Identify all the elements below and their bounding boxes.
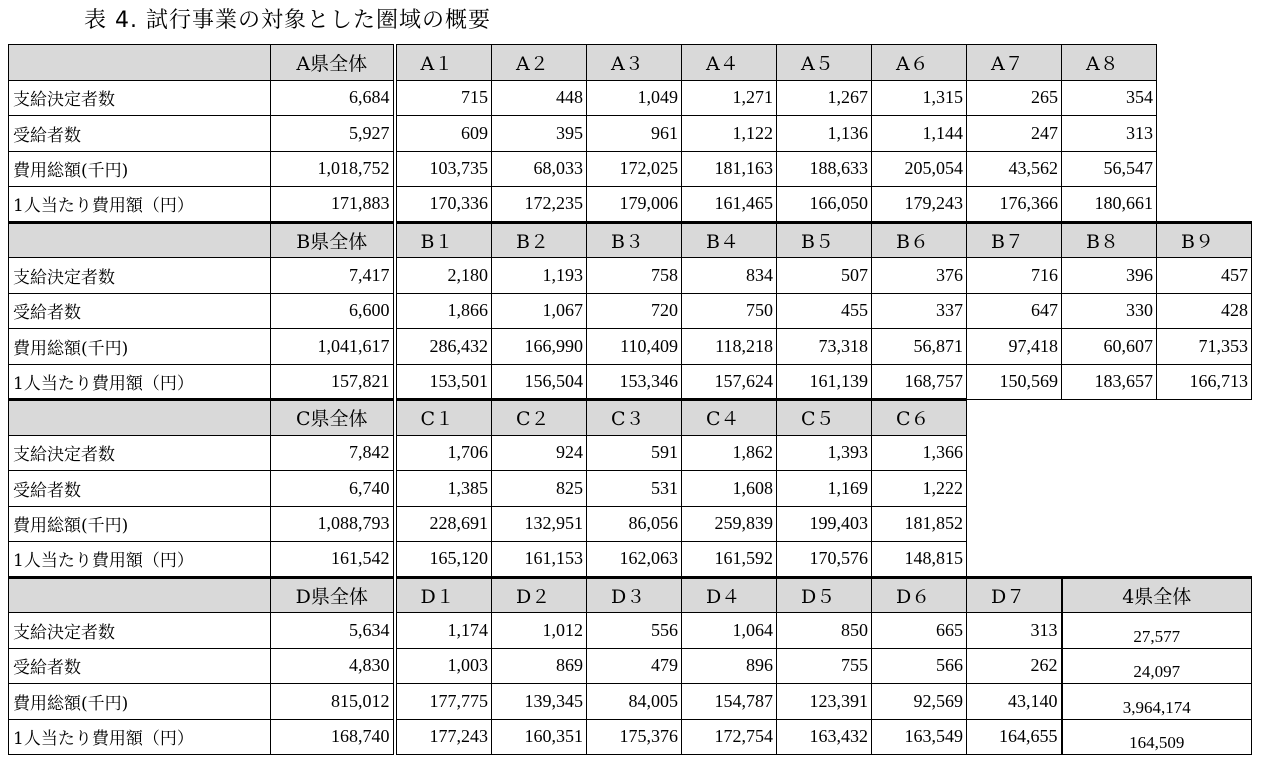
area-value-cell: 376 xyxy=(872,258,967,294)
grand-total-cell: 24,097 xyxy=(1062,648,1252,684)
area-value-cell: 395 xyxy=(492,116,587,152)
empty-cell xyxy=(967,435,1062,471)
table-row xyxy=(9,329,1252,365)
prefecture-total-header: C県全体 xyxy=(271,400,395,436)
area-value-cell: 1,608 xyxy=(682,471,777,507)
area-header-a5: A５ xyxy=(777,45,872,81)
area-value-cell: 1,706 xyxy=(395,435,492,471)
prefecture-total-cell: 157,821 xyxy=(271,364,395,400)
region-summary-table xyxy=(8,44,1252,755)
area-header-d6: D６ xyxy=(872,577,967,613)
area-value-cell: 896 xyxy=(682,648,777,684)
area-value-cell: 161,465 xyxy=(682,187,777,223)
area-value-cell: 2,180 xyxy=(395,258,492,294)
prefecture-total-cell: 4,830 xyxy=(271,648,395,684)
table-row xyxy=(9,613,1252,649)
area-value-cell: 176,366 xyxy=(967,187,1062,223)
area-value-cell: 43,562 xyxy=(967,151,1062,187)
area-value-cell: 716 xyxy=(967,258,1062,294)
table-row xyxy=(9,435,1252,471)
block-header-row xyxy=(9,577,1252,613)
table-row xyxy=(9,471,1252,507)
prefecture-total-cell: 1,041,617 xyxy=(271,329,395,365)
area-value-cell: 205,054 xyxy=(872,151,967,187)
area-value-cell: 157,624 xyxy=(682,364,777,400)
empty-cell xyxy=(967,471,1062,507)
row-label-header xyxy=(9,222,271,258)
area-value-cell: 172,025 xyxy=(587,151,682,187)
prefecture-total-cell: 5,927 xyxy=(271,116,395,152)
empty-cell xyxy=(1157,506,1252,542)
area-header-c6: C６ xyxy=(872,400,967,436)
area-header-a2: A２ xyxy=(492,45,587,81)
area-value-cell: 161,592 xyxy=(682,542,777,578)
area-value-cell: 183,657 xyxy=(1062,364,1157,400)
area-header-a8: A８ xyxy=(1062,45,1157,81)
area-value-cell: 448 xyxy=(492,80,587,116)
area-value-cell: 166,713 xyxy=(1157,364,1252,400)
grand-total-cell: 3,964,174 xyxy=(1062,684,1252,720)
row-label: 費用総額(千円) xyxy=(9,684,271,720)
area-value-cell: 313 xyxy=(1062,116,1157,152)
prefecture-total-cell: 6,740 xyxy=(271,471,395,507)
area-header-b9: B９ xyxy=(1157,222,1252,258)
area-header-d7: D７ xyxy=(967,577,1062,613)
area-value-cell: 566 xyxy=(872,648,967,684)
area-value-cell: 68,033 xyxy=(492,151,587,187)
empty-cell xyxy=(1157,45,1252,81)
empty-cell xyxy=(1157,435,1252,471)
area-value-cell: 172,235 xyxy=(492,187,587,223)
area-value-cell: 1,136 xyxy=(777,116,872,152)
area-value-cell: 479 xyxy=(587,648,682,684)
area-value-cell: 313 xyxy=(967,613,1062,649)
area-value-cell: 56,871 xyxy=(872,329,967,365)
table-row xyxy=(9,258,1252,294)
area-value-cell: 1,049 xyxy=(587,80,682,116)
area-value-cell: 715 xyxy=(395,80,492,116)
table-title: 表 4. 試行事業の対象とした圏域の概要 xyxy=(84,8,491,33)
empty-cell xyxy=(1157,151,1252,187)
area-header-c5: C５ xyxy=(777,400,872,436)
block-header-row xyxy=(9,45,1252,81)
empty-cell xyxy=(1062,471,1157,507)
area-value-cell: 665 xyxy=(872,613,967,649)
row-label: 受給者数 xyxy=(9,116,271,152)
area-value-cell: 170,336 xyxy=(395,187,492,223)
row-label-header xyxy=(9,45,271,81)
prefecture-total-cell: 7,417 xyxy=(271,258,395,294)
area-value-cell: 834 xyxy=(682,258,777,294)
area-value-cell: 1,122 xyxy=(682,116,777,152)
area-value-cell: 188,633 xyxy=(777,151,872,187)
area-header-b2: B２ xyxy=(492,222,587,258)
area-value-cell: 181,163 xyxy=(682,151,777,187)
area-header-c2: C２ xyxy=(492,400,587,436)
area-header-a6: A６ xyxy=(872,45,967,81)
area-header-c4: C４ xyxy=(682,400,777,436)
row-label: 費用総額(千円) xyxy=(9,151,271,187)
area-value-cell: 647 xyxy=(967,293,1062,329)
area-value-cell: 154,787 xyxy=(682,684,777,720)
prefecture-total-cell: 7,842 xyxy=(271,435,395,471)
prefecture-total-header: D県全体 xyxy=(271,577,395,613)
area-value-cell: 924 xyxy=(492,435,587,471)
prefecture-total-cell: 1,018,752 xyxy=(271,151,395,187)
area-value-cell: 755 xyxy=(777,648,872,684)
row-label: 受給者数 xyxy=(9,471,271,507)
area-value-cell: 531 xyxy=(587,471,682,507)
prefecture-total-cell: 171,883 xyxy=(271,187,395,223)
area-value-cell: 825 xyxy=(492,471,587,507)
table-row xyxy=(9,719,1252,755)
table-row xyxy=(9,648,1252,684)
row-label-header xyxy=(9,400,271,436)
table-row xyxy=(9,116,1252,152)
area-header-a7: A７ xyxy=(967,45,1062,81)
area-value-cell: 262 xyxy=(967,648,1062,684)
area-value-cell: 1,064 xyxy=(682,613,777,649)
area-value-cell: 43,140 xyxy=(967,684,1062,720)
area-value-cell: 1,385 xyxy=(395,471,492,507)
area-value-cell: 175,376 xyxy=(587,719,682,755)
area-value-cell: 1,267 xyxy=(777,80,872,116)
area-value-cell: 132,951 xyxy=(492,506,587,542)
area-value-cell: 156,504 xyxy=(492,364,587,400)
prefecture-total-cell: 161,542 xyxy=(271,542,395,578)
prefecture-total-cell: 168,740 xyxy=(271,719,395,755)
area-value-cell: 1,067 xyxy=(492,293,587,329)
area-header-b8: B８ xyxy=(1062,222,1157,258)
area-value-cell: 84,005 xyxy=(587,684,682,720)
area-value-cell: 150,569 xyxy=(967,364,1062,400)
empty-cell xyxy=(1157,542,1252,578)
area-value-cell: 118,218 xyxy=(682,329,777,365)
row-label: 1人当たり費用額（円） xyxy=(9,542,271,578)
area-value-cell: 170,576 xyxy=(777,542,872,578)
area-value-cell: 199,403 xyxy=(777,506,872,542)
area-value-cell: 1,862 xyxy=(682,435,777,471)
area-value-cell: 139,345 xyxy=(492,684,587,720)
grand-total-cell: 27,577 xyxy=(1062,613,1252,649)
table-row xyxy=(9,542,1252,578)
area-value-cell: 60,607 xyxy=(1062,329,1157,365)
area-value-cell: 172,754 xyxy=(682,719,777,755)
row-label: 支給決定者数 xyxy=(9,258,271,294)
area-value-cell: 247 xyxy=(967,116,1062,152)
area-value-cell: 163,549 xyxy=(872,719,967,755)
area-value-cell: 92,569 xyxy=(872,684,967,720)
row-label: 支給決定者数 xyxy=(9,613,271,649)
row-label: 支給決定者数 xyxy=(9,80,271,116)
prefecture-total-header: B県全体 xyxy=(271,222,395,258)
area-value-cell: 1,315 xyxy=(872,80,967,116)
empty-cell xyxy=(1062,435,1157,471)
area-value-cell: 259,839 xyxy=(682,506,777,542)
prefecture-total-cell: 5,634 xyxy=(271,613,395,649)
table-row xyxy=(9,187,1252,223)
area-value-cell: 163,432 xyxy=(777,719,872,755)
prefecture-total-cell: 6,600 xyxy=(271,293,395,329)
prefecture-total-cell: 815,012 xyxy=(271,684,395,720)
area-header-d4: D４ xyxy=(682,577,777,613)
area-value-cell: 168,757 xyxy=(872,364,967,400)
empty-cell xyxy=(1062,542,1157,578)
area-value-cell: 153,501 xyxy=(395,364,492,400)
empty-cell xyxy=(967,506,1062,542)
area-value-cell: 1,003 xyxy=(395,648,492,684)
area-value-cell: 179,006 xyxy=(587,187,682,223)
area-value-cell: 181,852 xyxy=(872,506,967,542)
area-value-cell: 869 xyxy=(492,648,587,684)
area-value-cell: 160,351 xyxy=(492,719,587,755)
empty-cell xyxy=(1157,471,1252,507)
area-value-cell: 591 xyxy=(587,435,682,471)
empty-cell xyxy=(1062,506,1157,542)
area-value-cell: 720 xyxy=(587,293,682,329)
row-label: 1人当たり費用額（円） xyxy=(9,719,271,755)
area-value-cell: 455 xyxy=(777,293,872,329)
empty-cell xyxy=(967,400,1062,436)
area-value-cell: 166,990 xyxy=(492,329,587,365)
area-value-cell: 165,120 xyxy=(395,542,492,578)
area-header-c1: C１ xyxy=(395,400,492,436)
area-value-cell: 337 xyxy=(872,293,967,329)
area-value-cell: 161,153 xyxy=(492,542,587,578)
row-label: 受給者数 xyxy=(9,293,271,329)
empty-cell xyxy=(1157,187,1252,223)
area-value-cell: 556 xyxy=(587,613,682,649)
area-value-cell: 123,391 xyxy=(777,684,872,720)
area-value-cell: 161,139 xyxy=(777,364,872,400)
empty-cell xyxy=(1157,80,1252,116)
area-header-d3: D３ xyxy=(587,577,682,613)
empty-cell xyxy=(1157,116,1252,152)
area-value-cell: 86,056 xyxy=(587,506,682,542)
area-header-d5: D５ xyxy=(777,577,872,613)
area-value-cell: 1,169 xyxy=(777,471,872,507)
row-label-header xyxy=(9,577,271,613)
area-value-cell: 1,193 xyxy=(492,258,587,294)
area-header-b1: B１ xyxy=(395,222,492,258)
area-value-cell: 164,655 xyxy=(967,719,1062,755)
table-row xyxy=(9,364,1252,400)
area-value-cell: 396 xyxy=(1062,258,1157,294)
area-value-cell: 850 xyxy=(777,613,872,649)
empty-cell xyxy=(1157,400,1252,436)
block-header-row xyxy=(9,222,1252,258)
row-label: 1人当たり費用額（円） xyxy=(9,364,271,400)
area-header-a4: A４ xyxy=(682,45,777,81)
area-header-b6: B６ xyxy=(872,222,967,258)
prefecture-total-cell: 1,088,793 xyxy=(271,506,395,542)
area-value-cell: 758 xyxy=(587,258,682,294)
area-value-cell: 148,815 xyxy=(872,542,967,578)
area-header-a3: A３ xyxy=(587,45,682,81)
area-value-cell: 180,661 xyxy=(1062,187,1157,223)
row-label: 費用総額(千円) xyxy=(9,506,271,542)
area-value-cell: 507 xyxy=(777,258,872,294)
area-value-cell: 1,012 xyxy=(492,613,587,649)
area-value-cell: 110,409 xyxy=(587,329,682,365)
area-header-a1: A１ xyxy=(395,45,492,81)
row-label: 支給決定者数 xyxy=(9,435,271,471)
area-value-cell: 56,547 xyxy=(1062,151,1157,187)
area-value-cell: 1,174 xyxy=(395,613,492,649)
table-row xyxy=(9,293,1252,329)
area-value-cell: 1,222 xyxy=(872,471,967,507)
area-value-cell: 179,243 xyxy=(872,187,967,223)
empty-cell xyxy=(1062,400,1157,436)
area-value-cell: 153,346 xyxy=(587,364,682,400)
area-value-cell: 177,243 xyxy=(395,719,492,755)
area-value-cell: 1,144 xyxy=(872,116,967,152)
area-value-cell: 166,050 xyxy=(777,187,872,223)
grand-total-cell: 164,509 xyxy=(1062,719,1252,755)
area-value-cell: 1,271 xyxy=(682,80,777,116)
area-header-d1: D１ xyxy=(395,577,492,613)
area-value-cell: 71,353 xyxy=(1157,329,1252,365)
area-value-cell: 1,393 xyxy=(777,435,872,471)
area-value-cell: 750 xyxy=(682,293,777,329)
table-row xyxy=(9,80,1252,116)
row-label: 費用総額(千円) xyxy=(9,329,271,365)
area-value-cell: 162,063 xyxy=(587,542,682,578)
area-value-cell: 286,432 xyxy=(395,329,492,365)
area-value-cell: 97,418 xyxy=(967,329,1062,365)
area-value-cell: 330 xyxy=(1062,293,1157,329)
area-value-cell: 1,866 xyxy=(395,293,492,329)
area-header-b3: B３ xyxy=(587,222,682,258)
area-value-cell: 73,318 xyxy=(777,329,872,365)
prefecture-total-header: A県全体 xyxy=(271,45,395,81)
area-value-cell: 354 xyxy=(1062,80,1157,116)
table-row xyxy=(9,151,1252,187)
area-header-c3: C３ xyxy=(587,400,682,436)
table-row xyxy=(9,506,1252,542)
area-value-cell: 177,775 xyxy=(395,684,492,720)
area-value-cell: 265 xyxy=(967,80,1062,116)
area-header-d2: D２ xyxy=(492,577,587,613)
area-value-cell: 457 xyxy=(1157,258,1252,294)
row-label: 1人当たり費用額（円） xyxy=(9,187,271,223)
grand-total-header: 4県全体 xyxy=(1062,577,1252,613)
row-label: 受給者数 xyxy=(9,648,271,684)
area-value-cell: 103,735 xyxy=(395,151,492,187)
area-header-b7: B７ xyxy=(967,222,1062,258)
prefecture-total-cell: 6,684 xyxy=(271,80,395,116)
area-value-cell: 428 xyxy=(1157,293,1252,329)
area-header-b5: B５ xyxy=(777,222,872,258)
area-value-cell: 609 xyxy=(395,116,492,152)
empty-cell xyxy=(967,542,1062,578)
area-header-b4: B４ xyxy=(682,222,777,258)
table-row xyxy=(9,684,1252,720)
area-value-cell: 961 xyxy=(587,116,682,152)
area-value-cell: 1,366 xyxy=(872,435,967,471)
area-value-cell: 228,691 xyxy=(395,506,492,542)
block-header-row xyxy=(9,400,1252,436)
